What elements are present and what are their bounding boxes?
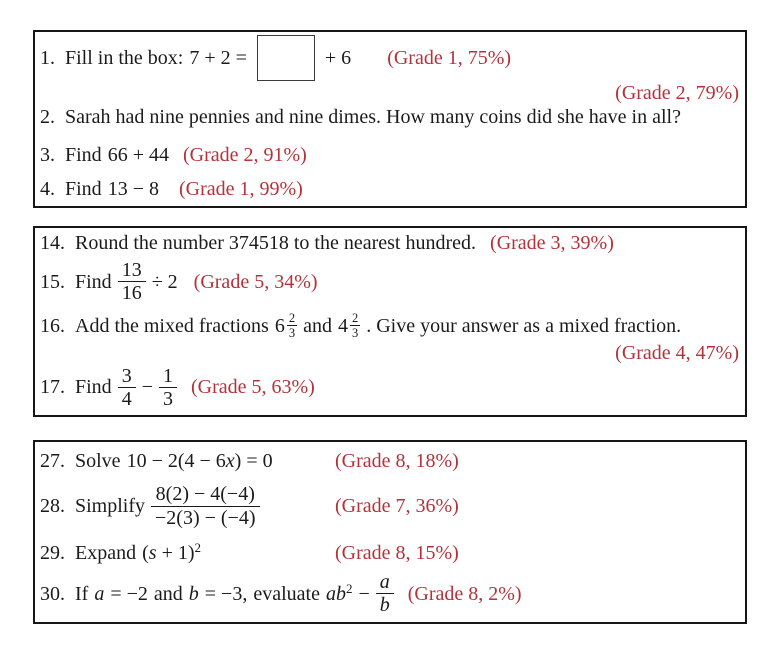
whole-number: 6 (274, 314, 285, 337)
math-expression: ÷ 2 (151, 270, 178, 293)
problem-text: evaluate (253, 582, 320, 605)
fraction-denominator: 16 (118, 281, 146, 304)
problem-number: 2. (40, 106, 55, 128)
whole-number: 4 (337, 314, 348, 337)
fraction-denominator: 3 (288, 326, 296, 341)
math-part: + 1) (156, 542, 195, 565)
math-expression: 66 + 44 (107, 144, 169, 166)
problem-text: Simplify (75, 495, 146, 518)
math-expression (142, 541, 201, 565)
fraction (376, 571, 394, 617)
problem-27 (40, 449, 739, 473)
math-expression: + 6 (324, 47, 352, 69)
fraction-numerator: 1 (162, 364, 173, 387)
fraction-denominator: 4 (118, 387, 136, 410)
math-part: = −3, (204, 582, 248, 605)
problem-text: Solve (75, 450, 121, 473)
problem-3 (40, 143, 739, 167)
problem-text: Sarah had nine pennies and nine dimes. How many coins did she have in all? (65, 106, 681, 128)
small-fraction (350, 311, 360, 341)
grade-tag: (Grade 4, 47%) (615, 341, 739, 364)
problem-number: 30. (40, 582, 65, 605)
fraction (118, 365, 136, 411)
problem-text: If (75, 582, 89, 605)
grade-overflow-row (40, 341, 739, 365)
math-variable: a (94, 582, 105, 605)
problem-number: 29. (40, 542, 65, 565)
grade-tag: (Grade 5, 63%) (190, 376, 315, 399)
problem-number: 17. (40, 376, 65, 399)
fraction-denominator: 3 (159, 387, 177, 410)
problem-4 (40, 177, 739, 201)
grade-tag: (Grade 2, 91%) (182, 144, 307, 166)
grade-overflow-row (40, 81, 739, 105)
fraction-denominator: −2(3) − (−4) (151, 506, 259, 529)
problem-15 (40, 259, 739, 305)
fraction-numerator: 8(2) − 4(−4) (155, 483, 255, 506)
grade-tag: (Grade 5, 34%) (193, 270, 318, 293)
fraction (118, 259, 146, 305)
problem-1 (40, 35, 739, 81)
math-part: ) = 0 (234, 450, 273, 473)
problem-text: Expand (75, 542, 137, 565)
problem-text: Fill in the box: (65, 47, 184, 69)
math-expression: 13 − 8 (107, 178, 159, 200)
fraction (159, 365, 177, 411)
grade-tag: (Grade 8, 18%) (335, 450, 459, 473)
grade-tag: (Grade 8, 15%) (335, 542, 459, 565)
math-operator: − (141, 376, 153, 399)
problem-14 (40, 231, 739, 255)
grade-tag: (Grade 1, 99%) (178, 178, 303, 200)
fraction-numerator: 2 (351, 310, 359, 325)
math-variable: b (188, 582, 199, 605)
math-exponent: 2 (194, 540, 202, 556)
fraction-denominator: 3 (351, 326, 359, 341)
problem-2 (40, 105, 739, 129)
fraction-numerator: a (379, 571, 390, 594)
math-variable: ab (325, 582, 346, 605)
problem-16 (40, 311, 739, 341)
problem-number: 3. (40, 144, 55, 166)
grade-tag: (Grade 8, 2%) (407, 582, 522, 605)
problem-text: Find (75, 270, 112, 293)
fraction-denominator: b (376, 593, 394, 616)
grade-tag: (Grade 2, 79%) (615, 82, 739, 104)
small-fraction (287, 311, 297, 341)
problem-30 (40, 571, 739, 617)
problem-29 (40, 541, 739, 565)
grade-tag: (Grade 3, 39%) (490, 232, 614, 254)
problem-text: Round the number 374518 to the nearest hundred. (75, 232, 477, 254)
math-part: = −2 (110, 582, 148, 605)
problem-number: 1. (40, 47, 55, 69)
problem-text: Find (75, 376, 112, 399)
question-box-grades-3-5 (33, 226, 747, 417)
fraction-numerator: 3 (121, 364, 132, 387)
mixed-fraction (275, 311, 297, 341)
problem-number: 16. (40, 314, 65, 337)
fraction-numerator: 13 (121, 259, 142, 281)
problem-text: Find (65, 144, 102, 166)
problem-number: 14. (40, 232, 65, 254)
math-part: ( (142, 542, 149, 565)
math-expression (326, 582, 353, 606)
problem-text: and (303, 314, 332, 337)
problem-number: 15. (40, 270, 65, 293)
math-expression (127, 449, 273, 473)
fraction-numerator: 2 (288, 310, 296, 325)
grade-tag: (Grade 7, 36%) (335, 495, 459, 518)
problem-text: Find (65, 178, 102, 200)
math-variable: s (148, 542, 157, 565)
fraction (151, 483, 259, 529)
problem-28 (40, 483, 739, 529)
math-variable: x (225, 450, 235, 473)
mixed-fraction (338, 311, 360, 341)
problem-number: 27. (40, 450, 65, 473)
question-box-grades-7-8 (33, 440, 747, 624)
problem-text: Add the mixed fractions (75, 314, 269, 337)
problem-number: 28. (40, 495, 65, 518)
answer-box (257, 35, 315, 81)
math-exponent: 2 (345, 580, 353, 596)
problem-text: and (153, 582, 183, 605)
grade-tag: (Grade 1, 75%) (387, 47, 512, 69)
math-operator: − (358, 582, 370, 605)
math-part: 10 − 2(4 − 6 (126, 450, 226, 473)
math-expression: 7 + 2 = (189, 47, 247, 69)
problem-number: 4. (40, 178, 55, 200)
problem-17 (40, 365, 739, 411)
question-box-grades-1-2 (33, 30, 747, 208)
problem-text: . Give your answer as a mixed fraction. (366, 314, 682, 337)
